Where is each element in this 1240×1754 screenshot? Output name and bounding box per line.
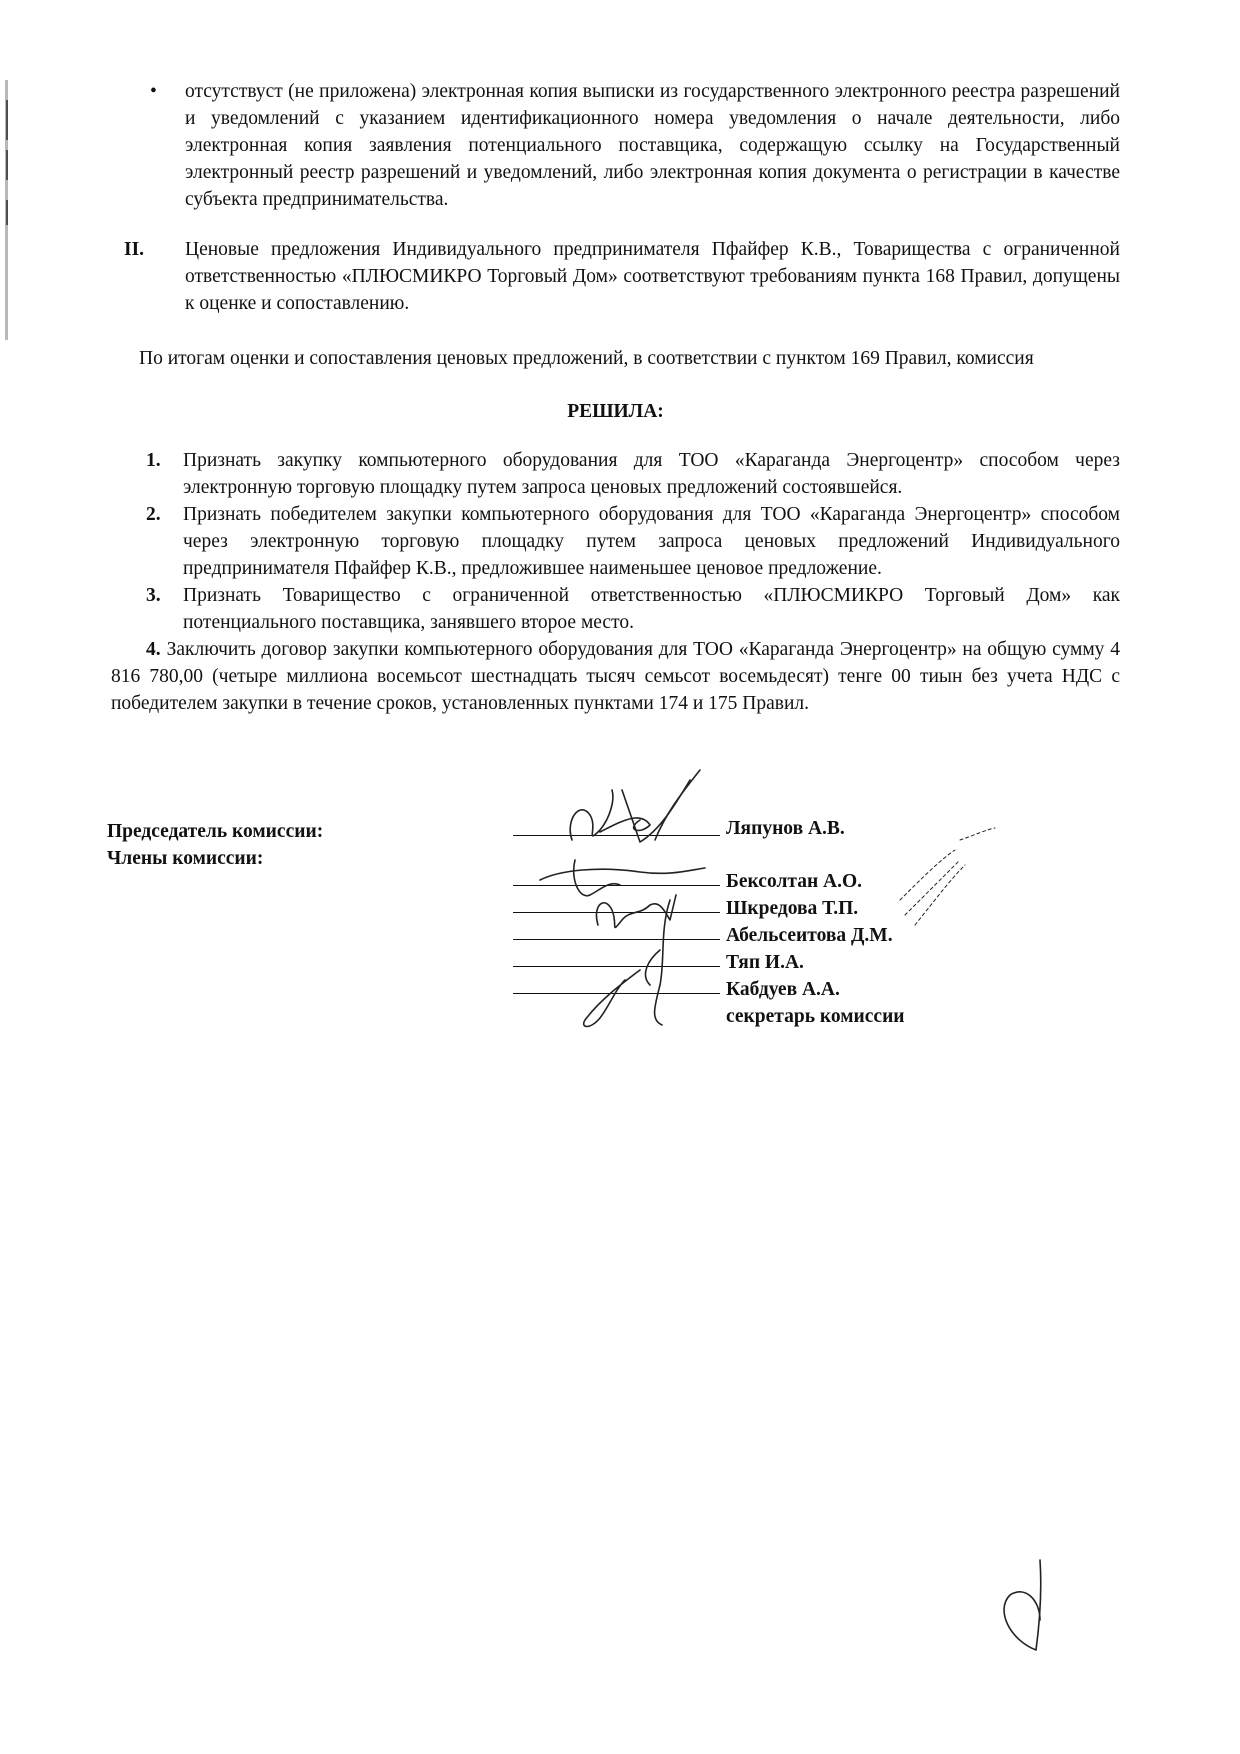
member-name: Кабдуев А.А. <box>726 979 840 1000</box>
member-signature <box>645 900 670 1025</box>
chairman-label: Председатель комиссии: <box>107 821 324 842</box>
member-name: Бексолтан А.О. <box>726 871 863 892</box>
member-name: Абельсеитова Д.М. <box>726 925 893 946</box>
decision-heading: РЕШИЛА: <box>567 401 664 422</box>
decision-text: Признать закупку компьютерного оборудования для ТОО «Караганда Энергоцентр» способом через электронную торговую площадку путем запроса ценовых предложений состоявшейся. <box>183 450 1120 498</box>
corner-initials <box>1004 1560 1041 1650</box>
decision-number: 4. <box>146 639 161 660</box>
section-number: II. <box>124 239 145 260</box>
members-label: Члены комиссии: <box>107 848 264 869</box>
member-signature <box>584 970 640 1027</box>
decision-text: Заключить договор закупки компьютерного оборудования для ТОО «Караганда Энергоцентр» на общую сумму 4 816 780,00 (четыре миллиона восемьсот шестнадцать тысяч семьсот восемьдесят) тенге 00 тиын без учета НДС с победителем закупки в течение сроков, установленных пунктами 174 и 175 Правил. <box>111 639 1120 714</box>
decision-text: Признать победителем закупки компьютерного оборудования для ТОО «Караганда Энергоцентр» способом через электронную торговую площадку путем запроса ценовых предложений Индивидуального предпринимателя Пфайфер К.В., предложившее наименьшее ценовое предложение. <box>183 504 1120 579</box>
bullet-marker: • <box>150 81 157 102</box>
decision-number: 2. <box>146 504 161 525</box>
chairman-name: Ляпунов А.В. <box>726 818 845 839</box>
decision-number: 3. <box>146 585 161 606</box>
member-signature <box>596 895 676 927</box>
decision-text: Признать Товарищество с ограниченной ответственностью «ПЛЮСМИКРО Торговый Дом» как потенциального поставщика, занявшего второе место. <box>183 585 1120 633</box>
member-signature <box>540 860 705 896</box>
decision-number: 1. <box>146 450 161 471</box>
member-name: Тяп И.А. <box>726 952 804 973</box>
member-signature <box>900 828 995 925</box>
intro-paragraph: По итогам оценки и сопоставления ценовых предложений, в соответствии с пунктом 169 Правил, комиссия <box>139 348 1034 369</box>
chairman-signature <box>622 780 690 842</box>
member-name: Шкредова Т.П. <box>726 898 859 919</box>
section-two-paragraph: Ценовые предложения Индивидуального предпринимателя Пфайфер К.В., Товарищества с ограниченной ответственностью «ПЛЮСМИКРО Торговый Дом» соответствуют требованиям пункта 168 Правил, допущены к оценке и сопоставлению. <box>185 239 1120 314</box>
bullet-paragraph: отсутствуст (не приложена) электронная копия выписки из государственного электронного реестра разрешений и уведомлений с указанием идентификационного номера уведомления о начале деятельности, либо электронная копия заявления потенциального поставщика, содержащую ссылку на Государственный электронный реестр разрешений и уведомлений, либо электронная копия документа о регистрации в качестве субъекта предпринимательства. <box>185 81 1120 210</box>
secretary-label: секретарь комиссии <box>726 1006 905 1027</box>
